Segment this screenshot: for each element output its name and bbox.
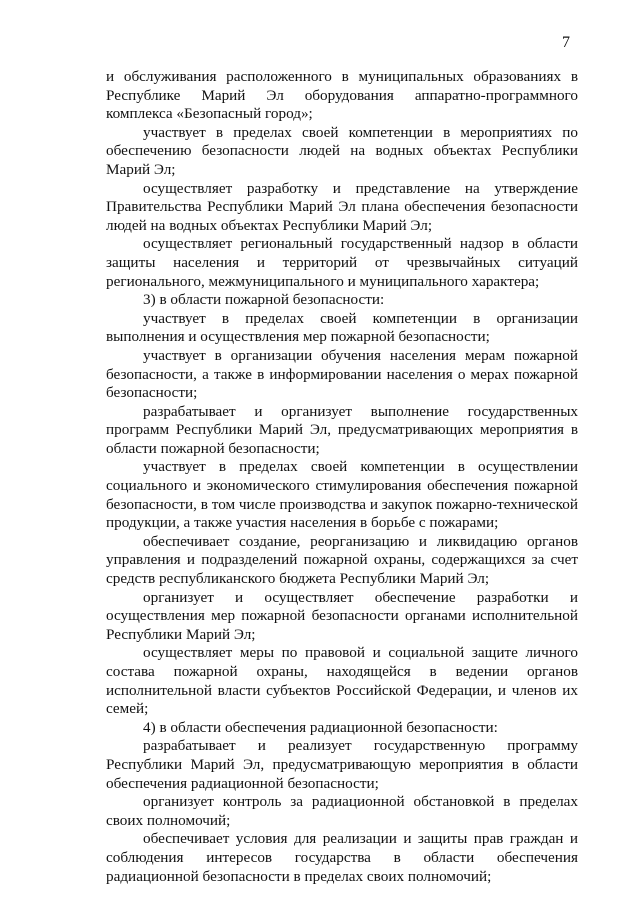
paragraph: и обслуживания расположенного в муниципальных образованиях в Республике Марий Эл оборудования аппаратно-программного комплекса «Безопасный город»; (106, 68, 578, 123)
document-body (106, 68, 578, 886)
paragraph: участвует в пределах своей компетенции в организации выполнения и осуществления мер пожарной безопасности; (106, 309, 578, 346)
section-heading: 4) в области обеспечения радиационной безопасности: (143, 718, 498, 736)
paragraph: разрабатывает и реализует государственную программу Республики Марий Эл, предусматривающую мероприятия в области обеспечения радиационной безопасности; (106, 737, 578, 792)
paragraph: участвует в пределах своей компетенции в осуществлении социального и экономического стимулирования обеспечения пожарной безопасности, в том числе производства и закупок пожарно-технической продукции, а также участия населения в борьбе с пожарами; (106, 458, 578, 532)
paragraph: организует контроль за радиационной обстановкой в пределах своих полномочий; (106, 793, 578, 829)
paragraph: осуществляет меры по правовой и социальной защите личного состава пожарной охраны, находящейся в ведении органов исполнительной власти субъектов Российской Федерации, и членов их семей; (106, 644, 578, 718)
paragraph: разрабатывает и организует выполнение государственных программ Республики Марий Эл, предусматривающих мероприятия в области пожарной безопасности; (106, 402, 578, 457)
paragraph: участвует в организации обучения населения мерам пожарной безопасности, а также в информировании населения о мерах пожарной безопасности; (106, 346, 578, 402)
paragraph: участвует в пределах своей компетенции в мероприятиях по обеспечению безопасности людей на водных объектах Республики Марий Эл; (106, 123, 578, 178)
paragraph: организует и осуществляет обеспечение разработки и осуществления мер пожарной безопасности органами исполнительной Республики Марий Эл; (106, 588, 578, 643)
page-number: 7 (562, 34, 570, 51)
paragraph: обеспечивает создание, реорганизацию и ликвидацию органов управления и подразделений пожарной охраны, содержащихся за счет средств республиканского бюджета Республики Марий Эл; (106, 532, 578, 588)
paragraph: обеспечивает условия для реализации и защиты прав граждан и соблюдения интересов государства в области обеспечения радиационной безопасности в пределах своих полномочий; (106, 830, 578, 885)
paragraph: осуществляет разработку и представление на утверждение Правительства Республики Марий Эл плана обеспечения безопасности людей на водных объектах Республики Марий Эл; (106, 179, 578, 234)
section-heading: 3) в области пожарной безопасности: (143, 291, 385, 309)
paragraph: осуществляет региональный государственный надзор в области защиты населения и территорий от чрезвычайных ситуаций регионального, межмуниципального и муниципального характера; (106, 235, 578, 290)
